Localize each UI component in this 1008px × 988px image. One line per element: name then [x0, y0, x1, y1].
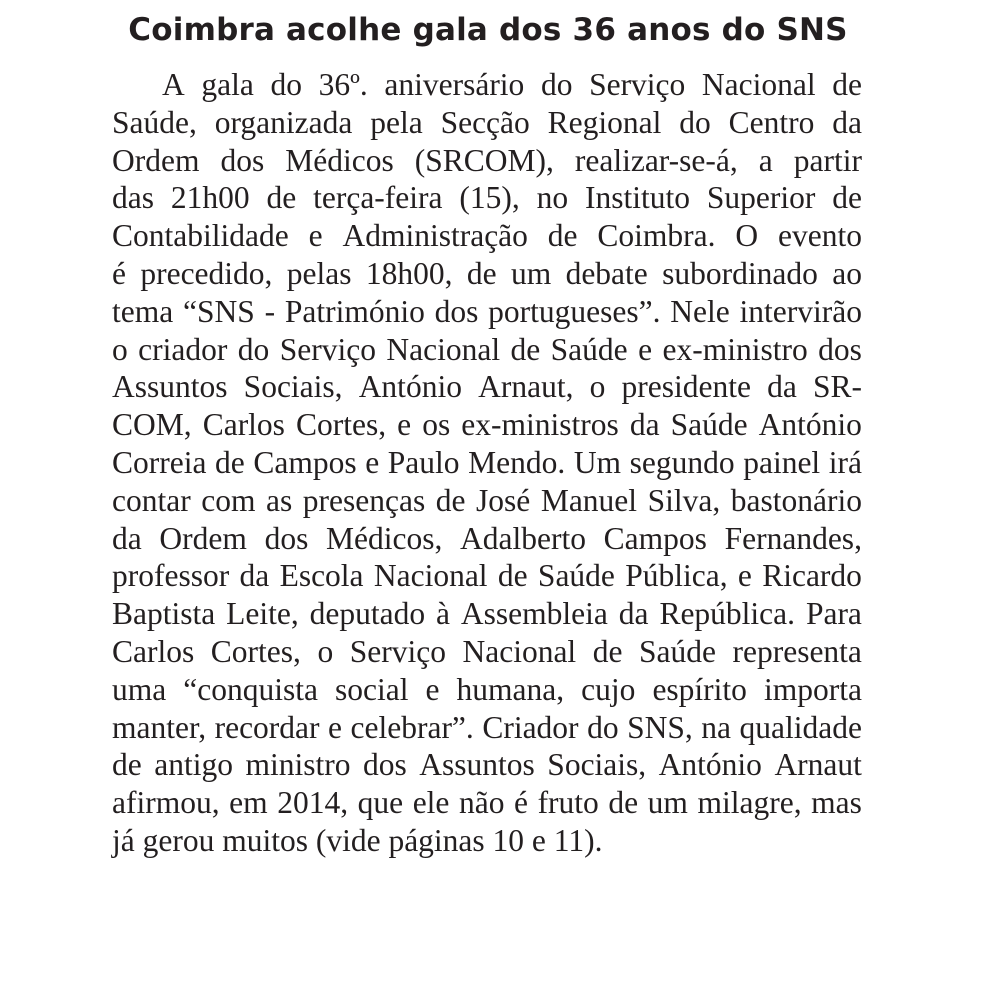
- article-line: tema “SNS - Património dos portugueses”. Nele intervirão: [112, 293, 862, 329]
- article-line: afirmou, em 2014, que ele não é fruto de um milagre, mas: [112, 785, 862, 821]
- article-line: já gerou muitos (vide páginas 10 e 11).: [112, 822, 603, 858]
- article-line: professor da Escola Nacional de Saúde Pública, e Ricardo: [112, 558, 862, 594]
- article-line: Saúde, organizada pela Secção Regional do Centro da: [112, 104, 862, 140]
- article-headline: Coimbra acolhe gala dos 36 anos do SNS: [128, 12, 848, 48]
- article-line: o criador do Serviço Nacional de Saúde e ex-ministro dos: [112, 331, 862, 367]
- article-line: Contabilidade e Administração de Coimbra. O evento: [112, 218, 862, 254]
- article-line: de antigo ministro dos Assuntos Sociais, António Arnaut: [112, 747, 862, 783]
- article-line: COM, Carlos Cortes, e os ex-ministros da Saúde António: [112, 407, 862, 443]
- article-line: Correia de Campos e Paulo Mendo. Um segundo painel irá: [112, 444, 862, 480]
- article-line: é precedido, pelas 18h00, de um debate subordinado ao: [112, 255, 862, 291]
- article-line: das 21h00 de terça-feira (15), no Instituto Superior de: [112, 180, 862, 216]
- article-line: da Ordem dos Médicos, Adalberto Campos Fernandes,: [112, 520, 862, 556]
- article-line: Ordem dos Médicos (SRCOM), realizar-se-á, a partir: [112, 142, 862, 178]
- article-line: manter, recordar e celebrar”. Criador do SNS, na qualidade: [112, 709, 862, 745]
- article-line: Assuntos Sociais, António Arnaut, o presidente da SR-: [112, 369, 862, 405]
- article-line: A gala do 36º. aniversário do Serviço Nacional de: [162, 67, 862, 102]
- article-body: [112, 66, 862, 860]
- article-line: Baptista Leite, deputado à Assembleia da República. Para: [112, 596, 862, 632]
- article-line: uma “conquista social e humana, cujo espírito importa: [112, 671, 862, 707]
- article-line: contar com as presenças de José Manuel Silva, bastonário: [112, 482, 862, 518]
- article-line: Carlos Cortes, o Serviço Nacional de Saúde representa: [112, 633, 862, 669]
